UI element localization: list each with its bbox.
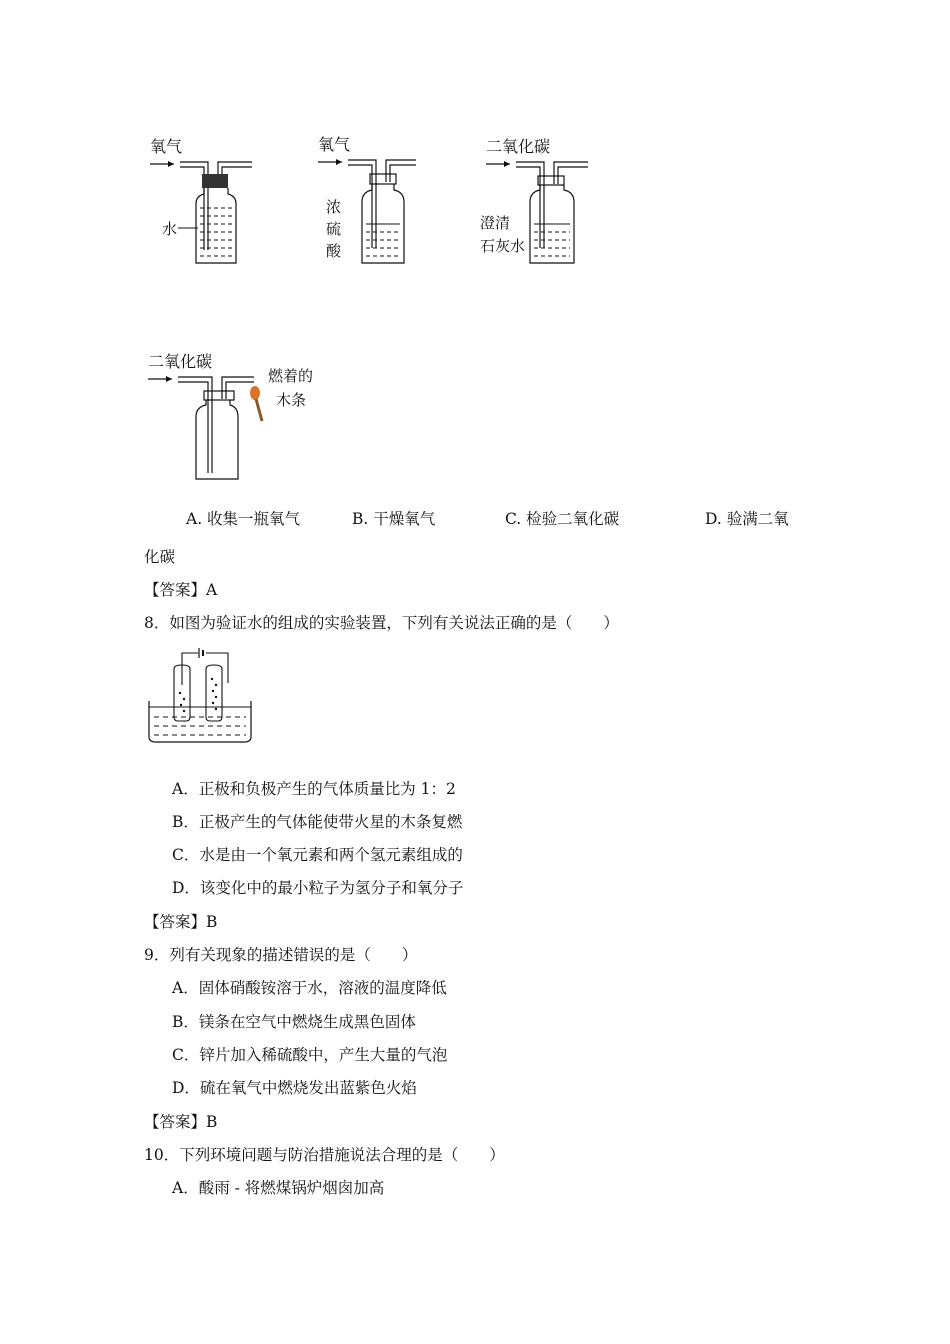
figure-a-gas-bottle-water bbox=[140, 130, 260, 270]
burning-stick-icon bbox=[250, 386, 262, 421]
q7-option-c: C. 检验二氧化碳 bbox=[505, 510, 620, 528]
figure-b-acid bbox=[366, 224, 400, 256]
figure-b-liquid-label-2: 硫 bbox=[326, 220, 342, 238]
q10-stem: 10．下列环境问题与防治措施说法合理的是（ ） bbox=[144, 1146, 505, 1164]
q9-option-b: B．镁条在空气中燃烧生成黑色固体 bbox=[172, 1013, 416, 1031]
figure-c-liquid-label-2: 石灰水 bbox=[480, 237, 526, 255]
figure-d-gas-label: 二氧化碳 bbox=[148, 352, 213, 371]
figure-a-water bbox=[200, 208, 232, 256]
q7-option-d-wrap: 化碳 bbox=[144, 548, 176, 566]
figure-d-stick-label-1: 燃着的 bbox=[268, 367, 314, 385]
battery-icon bbox=[199, 648, 203, 658]
q8-option-d: D．该变化中的最小粒子为氢分子和氧分子 bbox=[172, 879, 464, 897]
q7-option-b: B. 干燥氧气 bbox=[352, 510, 436, 528]
figure-b-gas-bottle-acid bbox=[312, 130, 432, 270]
figure-d-gas-bottle-burning-stick bbox=[140, 345, 340, 490]
figure-d-stick-label-2: 木条 bbox=[276, 391, 307, 409]
q9-option-c: C．锌片加入稀硫酸中，产生大量的气泡 bbox=[172, 1046, 448, 1064]
q7-answer: 【答案】A bbox=[144, 581, 218, 599]
figure-b-liquid-label-1: 浓 bbox=[326, 198, 342, 216]
figure-c-gas-bottle-limewater bbox=[476, 130, 606, 270]
q8-stem: 8．如图为验证水的组成的实验装置，下列有关说法正确的是（ ） bbox=[144, 614, 619, 632]
q9-stem: 9．列有关现象的描述错误的是（ ） bbox=[144, 946, 418, 964]
q7-option-d: D. 验满二氧 bbox=[705, 510, 789, 528]
q9-option-d: D．硫在氧气中燃烧发出蓝紫色火焰 bbox=[172, 1079, 417, 1097]
figure-c-gas-label: 二氧化碳 bbox=[486, 137, 551, 156]
q7-option-a: A. 收集一瓶氧气 bbox=[186, 510, 301, 528]
q8-option-b: B．正极产生的气体能使带火星的木条复燃 bbox=[172, 813, 463, 831]
figure-a-liquid-label: 水 bbox=[162, 220, 178, 238]
figure-b-liquid-label-3: 酸 bbox=[326, 242, 342, 260]
q8-option-a: A．正极和负极产生的气体质量比为 1：2 bbox=[172, 780, 456, 798]
figure-electrolysis-apparatus bbox=[146, 645, 258, 747]
q8-option-c: C．水是由一个氧元素和两个氢元素组成的 bbox=[172, 846, 463, 864]
q9-option-a: A．固体硝酸铵溶于水，溶液的温度降低 bbox=[172, 979, 447, 997]
q10-option-a: A．酸雨 - 将燃煤锅炉烟囱加高 bbox=[172, 1179, 385, 1197]
figure-b-gas-label: 氧气 bbox=[318, 135, 351, 154]
q8-answer: 【答案】B bbox=[144, 913, 218, 931]
q9-answer: 【答案】B bbox=[144, 1113, 218, 1131]
figure-c-liquid-label-1: 澄清 bbox=[480, 214, 511, 232]
figure-a-gas-label: 氧气 bbox=[150, 137, 183, 156]
